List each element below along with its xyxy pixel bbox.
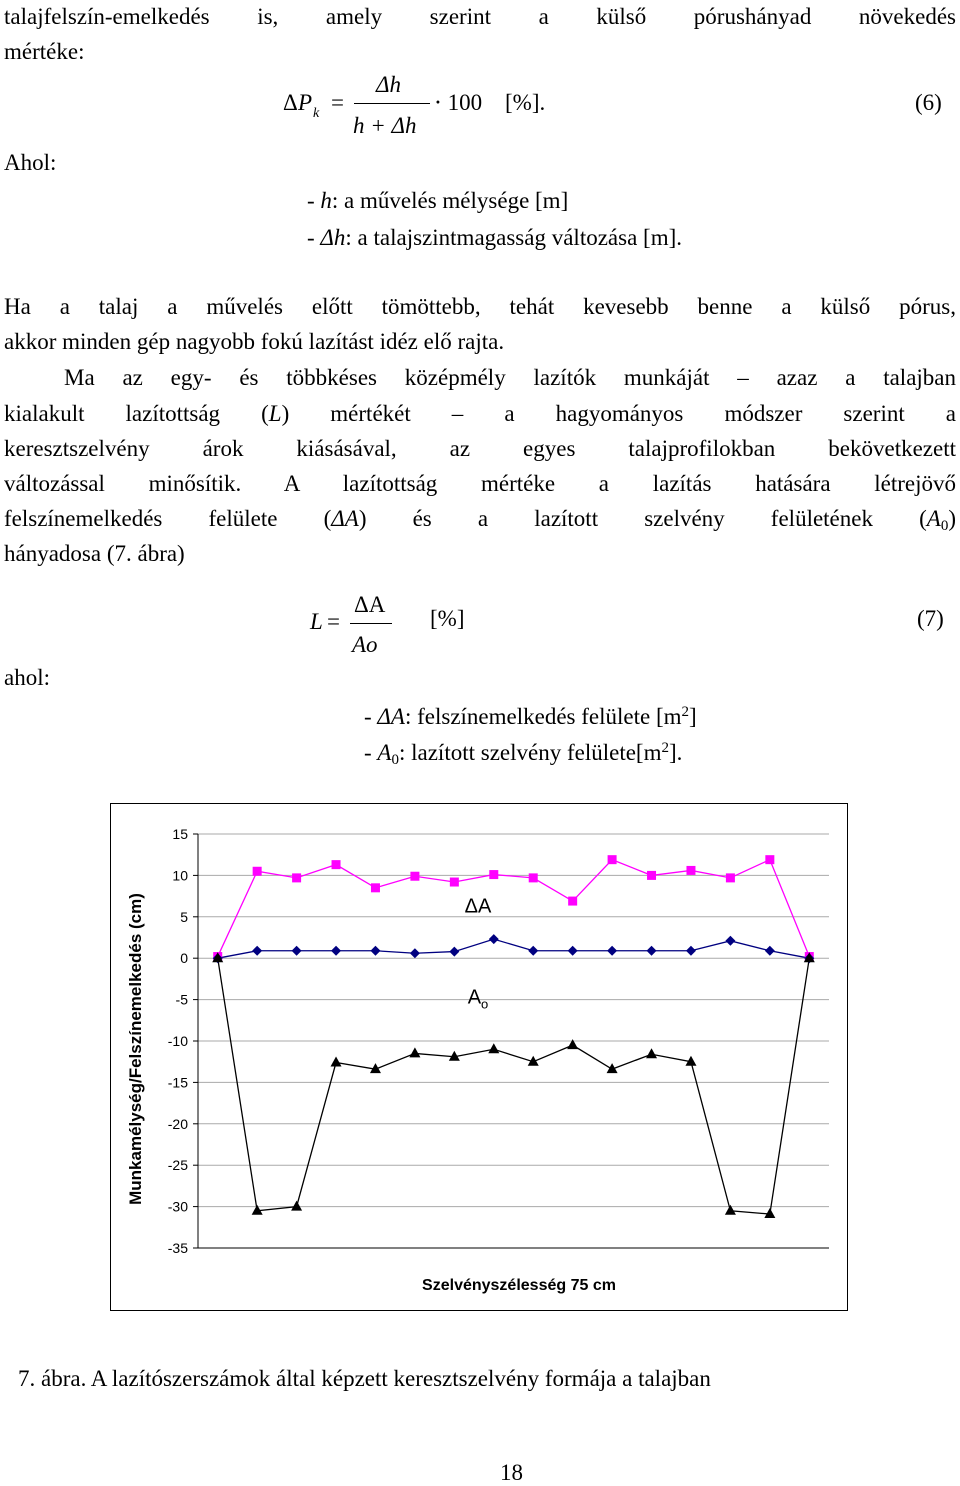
definition-delta-h: - Δh: a talajszintmagasság változása [m]. [307,225,682,250]
eq6-denominator: h + Δh [353,113,417,138]
diamond-marker [489,934,499,944]
definition-delta-a: - ΔA: felszínemelkedés felülete $[m^2]$ [364,704,697,729]
diamond-marker [568,946,578,956]
square-marker [410,872,419,881]
text-line: talajfelszín-emelkedés is, amely szerint a külső pórushányad növekedés [4,4,956,29]
triangle-marker [331,1057,342,1067]
figure-caption: 7. ábra. A lazítószerszámok által képzett keresztszelvény formája a talajban [18,1366,711,1391]
y-tick-label: -20 [167,1115,188,1132]
diamond-marker [647,946,657,956]
y-tick-label: -35 [167,1240,188,1256]
diamond-marker [370,946,380,956]
square-marker [489,870,498,879]
eq6-number: (6) [915,90,942,115]
eq7-lhs: L [310,609,323,634]
eq6-var: P [298,90,313,115]
series-line-0 [218,860,810,957]
y-tick-label: -30 [167,1198,188,1215]
y-tick-label: -25 [167,1157,188,1174]
page-number: 18 [500,1460,523,1485]
eq7-equals: = [327,609,340,634]
eq6-equals: = [331,90,344,115]
triangle-marker [646,1048,657,1058]
square-marker [647,871,656,880]
series-line-2 [218,958,810,1214]
eq6-sub: k [313,106,320,121]
chart-annotation: ΔA [464,895,492,918]
text-line: mértéke: [4,39,85,64]
y-tick-label: -10 [167,1033,188,1049]
square-marker [253,867,262,876]
definition-a0: - $A_0$: lazított szelvény $felülete[m^2]$. [364,740,683,768]
eq6-delta: Δ [283,90,298,115]
square-marker [568,897,577,906]
square-marker [726,873,735,882]
y-tick-label: 0 [180,950,188,967]
diamond-marker [331,946,341,956]
square-marker [450,878,459,887]
text-line: változással minősítik. A lazítottság mértéke a lazítás hatására létrejövő [4,471,956,496]
label-ahol: Ahol: [4,150,57,175]
square-marker [332,860,341,869]
eq7-number: (7) [917,606,944,631]
square-marker [529,873,538,882]
triangle-marker [764,1208,775,1218]
chart-ylabel: Munkamélység/Felszínemelkedés (cm) [126,893,145,1205]
triangle-marker [409,1047,420,1057]
label-ahol: ahol: [4,665,50,690]
eq7-unit: [%] [430,606,465,631]
triangle-marker [488,1043,499,1053]
text-line: kialakult lazítottság (L) mértékét – a hagyományos módszer szerint a [4,401,956,426]
eq6-factor: ⋅ 100 [434,90,483,115]
chart-svg [111,804,847,1310]
y-tick-label: 5 [180,908,188,925]
eq7-numerator: ΔA [354,592,386,617]
y-tick-label: -5 [175,991,188,1008]
square-marker [292,873,301,882]
diamond-marker [449,947,459,957]
square-marker [371,883,380,892]
y-tick-label: 10 [172,867,188,884]
eq6-unit: [%]. [505,90,546,115]
text-line: Ha a talaj a művelés előtt tömöttebb, tehát kevesebb benne a külső pórus, [4,294,956,319]
figure-7-chart [110,803,848,1311]
eq7-denominator: Ao [352,632,378,657]
series-line-1 [218,939,810,958]
diamond-marker [607,946,617,956]
y-tick-label: 15 [172,826,188,842]
definition-h: - h: a művelés mélysége [m] [307,188,569,213]
diamond-marker [725,936,735,946]
square-marker [686,866,695,875]
square-marker [765,855,774,864]
triangle-marker [291,1201,302,1211]
chart-annotation: $A_o$ [467,986,489,1012]
diamond-marker [252,946,262,956]
diamond-marker [686,946,696,956]
text-line: Ma az egy- és többkéses középmély lazítók munkáját – azaz a talajban [64,365,956,390]
diamond-marker [528,946,538,956]
annotation-subscript: o [481,996,489,1012]
diamond-marker [410,948,420,958]
chart-xlabel: Szelvényszélesség 75 cm [422,1277,616,1294]
text-line: akkor minden gép nagyobb fokú lazítást idéz elő rajta. [4,329,505,354]
square-marker [608,855,617,864]
eq6-fraction-bar [354,103,430,104]
y-tick-label: -15 [167,1074,188,1091]
text-line: keresztszelvény árok kiásásával, az egyes talajprofilokban bekövetkezett [4,436,956,461]
diamond-marker [292,946,302,956]
text-line: felszínemelkedés felülete (ΔA) és a lazított szelvény felületének $(A_0)$ [4,506,956,534]
eq7-fraction-bar [350,623,392,624]
eq6-numerator: Δh [376,72,401,97]
text-line: hányadosa (7. ábra) [4,541,185,566]
diamond-marker [765,946,775,956]
